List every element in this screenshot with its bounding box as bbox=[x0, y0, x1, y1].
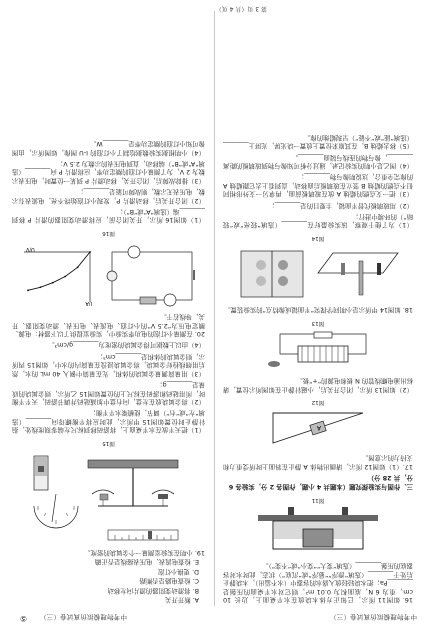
page-header-right: 中考物理模拟仿真试卷（三） bbox=[39, 613, 127, 621]
question-18-2: （2）用玻璃板代替平面镜，主要目的是________； bbox=[268, 201, 413, 210]
question-19-1: （1）把天平放在水平桌面上，将游码移到标尺左端零刻度线处，指针静止时位置如图15 甲所示，此时应将平衡螺母向________（选填“左”或“右”）调节，使横梁水平平衡； bbox=[12, 409, 205, 435]
y-axis-label: I/A bbox=[85, 299, 93, 306]
option-e: E. 检查电流表、电压表接线是否正确 bbox=[95, 558, 199, 567]
question-16: 16. 如图11 所示，已知正方体木块放在水平桌面上，边长 10 cm，重为 6 N，底面积为 0.01 m²，则它对水平桌面的压强是________Pa；把木块轻轻放入盛水的容器中（水不溢出），木块静止后处于________（选填“漂浮”“悬浮”或“沉底”）状态，此时水对容器底的压强________（选填“变大”“变小”或“不变”）。 bbox=[223, 562, 413, 604]
iu-point bbox=[40, 286, 42, 288]
svg-text:A: A bbox=[316, 423, 321, 431]
figure-15 bbox=[19, 450, 199, 546]
figure-12-label: 图12 bbox=[311, 398, 325, 405]
option-b: B. 将滑动变阻器的滑片向左移动 bbox=[107, 586, 199, 595]
incline-drawing bbox=[263, 409, 373, 451]
mirror-experiment-drawing bbox=[233, 245, 403, 303]
figure-14-label: 图14 bbox=[311, 234, 325, 241]
figure-11-label: 图11 bbox=[311, 496, 325, 503]
question-18-5: （5）移去蜡烛 B，在其原来位置上放置一块光屏，光屏上________（选填“能”或“不能”）呈现蜡烛的像。 bbox=[223, 133, 413, 151]
question-20-2: （2）闭合开关后，移动滑片 P，发现小灯泡始终不亮，电流表有示数，电压表无示数，则故障可能是________； bbox=[12, 188, 205, 205]
balance-and-cylinder-drawing bbox=[19, 450, 199, 546]
voltmeter-symbol bbox=[129, 246, 141, 258]
x-axis-label: U/V bbox=[26, 245, 36, 252]
page-mark: ⑤ bbox=[19, 614, 27, 623]
question-17-2: （2）如图13 所示，闭合开关后，小磁针静止在如图所示位置，请标出通电螺线管的 N 极和电源的“+”极。 bbox=[223, 377, 413, 394]
ammeter-symbol bbox=[165, 294, 177, 306]
column-divider bbox=[214, 11, 215, 606]
question-19-3: （3）用量筒测量金属块的体积，先在量筒中倒入 40 mL 的水，然后用细线拴好金属块，将金属块浸没在量筒内的水中，如图15 丙所示，则金属块的体积是________cm³； bbox=[12, 352, 205, 378]
figure-11 bbox=[238, 507, 398, 559]
plot-area bbox=[25, 251, 92, 302]
option-a: A. 断开开关 bbox=[165, 596, 199, 604]
figure-14 bbox=[233, 245, 403, 303]
page-header-left: 中考物理模拟仿真试卷（三） bbox=[329, 613, 417, 621]
solenoid-drawing bbox=[258, 330, 378, 374]
section-3-title: 三、作图与实验探究题（本题共 4 小题，作图各 2 分，实验各 6 分，共 28 分） bbox=[228, 474, 413, 491]
circuit-wire-frame bbox=[113, 252, 193, 300]
iu-point bbox=[52, 282, 54, 284]
figure-16-label: 图16 bbox=[102, 229, 115, 236]
question-20: 20. 在测量小灯泡的电功率实验中，实验室提供了以下器材：电源、额定电压为“2.5 V”的小灯泡、电流表、电压表、滑动变阻器、开关、导线若干。 bbox=[12, 313, 205, 339]
iu-curve bbox=[29, 252, 91, 290]
question-18-1: （1）为了便于观察，该实验最好在________（选填“较亮”或“较暗”）的环境中进行； bbox=[223, 213, 413, 230]
question-18-4: （4）图乙是小明的实验记录，通过分析可知像与物到玻璃板的距离________，像与物的连线与镜面________。 bbox=[223, 153, 413, 171]
option-d: D. 更换小灯泡 bbox=[158, 567, 199, 576]
iu-chart bbox=[17, 240, 201, 310]
option-c: C. 检查电路是否断路 bbox=[139, 577, 199, 586]
question-19-2: （2）将金属块放在左盘，向右盘中加减砝码并调节游码，天平平衡时，所用砝码和游码在标尺上的位置如图15 乙所示，则金属块的质量是________g； bbox=[12, 381, 205, 406]
left-column bbox=[223, 14, 413, 604]
figure-13-label: 图13 bbox=[311, 319, 325, 326]
iu-point bbox=[77, 266, 79, 268]
question-20-3: （3）排除故障后，闭合开关，移动滑片 P 到某一位置时，电压表示数为 2 V，为了测量小灯泡的额定功率，应将滑片 P 向________（选填“A”或“B”）端移动，直到电压表的示数为 2.5 V； bbox=[12, 160, 205, 185]
question-19: 19. 小明在实验室测量一个金属块的密度。 bbox=[84, 548, 205, 557]
iu-point bbox=[90, 251, 92, 253]
question-18: 18. 如图14 甲所示是小明同学探究“平面镜成像特点”的实验装置。 bbox=[224, 306, 413, 315]
rheostat-symbol bbox=[141, 297, 157, 304]
container-block-drawing bbox=[238, 507, 398, 559]
question-20-4: （4）小明根据实验数据绘制了小灯泡的 I-U 图像，如图所示，由图像可知小灯泡的额定功率是________W。 bbox=[12, 140, 205, 157]
iu-point bbox=[28, 289, 30, 291]
figure-12 bbox=[263, 409, 373, 451]
figure-16 bbox=[17, 240, 201, 310]
lamp-symbol bbox=[108, 271, 118, 281]
figure-13 bbox=[258, 330, 378, 374]
right-column bbox=[12, 14, 205, 604]
question-17-1: 17.（1）如图12 所示，请画出物体 A 静止在斜面上时所受重力和支持力的示意图。 bbox=[223, 454, 413, 471]
page-footer: 第 3 页（共 4 页） bbox=[215, 5, 267, 12]
figure-15-label: 图15 bbox=[102, 439, 115, 446]
question-19-4: （4）由以上数据可得金属块的密度为________g/cm³。 bbox=[48, 341, 205, 350]
iu-point bbox=[65, 276, 67, 278]
question-18-3: （3）把一支点燃的蜡烛 A 放在玻璃板前面，再拿另一支外形相同但不点燃的蜡烛 B 竖立在玻璃板后面移动，直到看上去它跟蜡烛 A 的像完全重合，这说明像与物________； bbox=[223, 173, 413, 199]
question-20-1: （1）如图16 所示，开关闭合前，应将滑动变阻器的滑片 P 移到________端（选填“A”或“B”）； bbox=[12, 208, 205, 225]
